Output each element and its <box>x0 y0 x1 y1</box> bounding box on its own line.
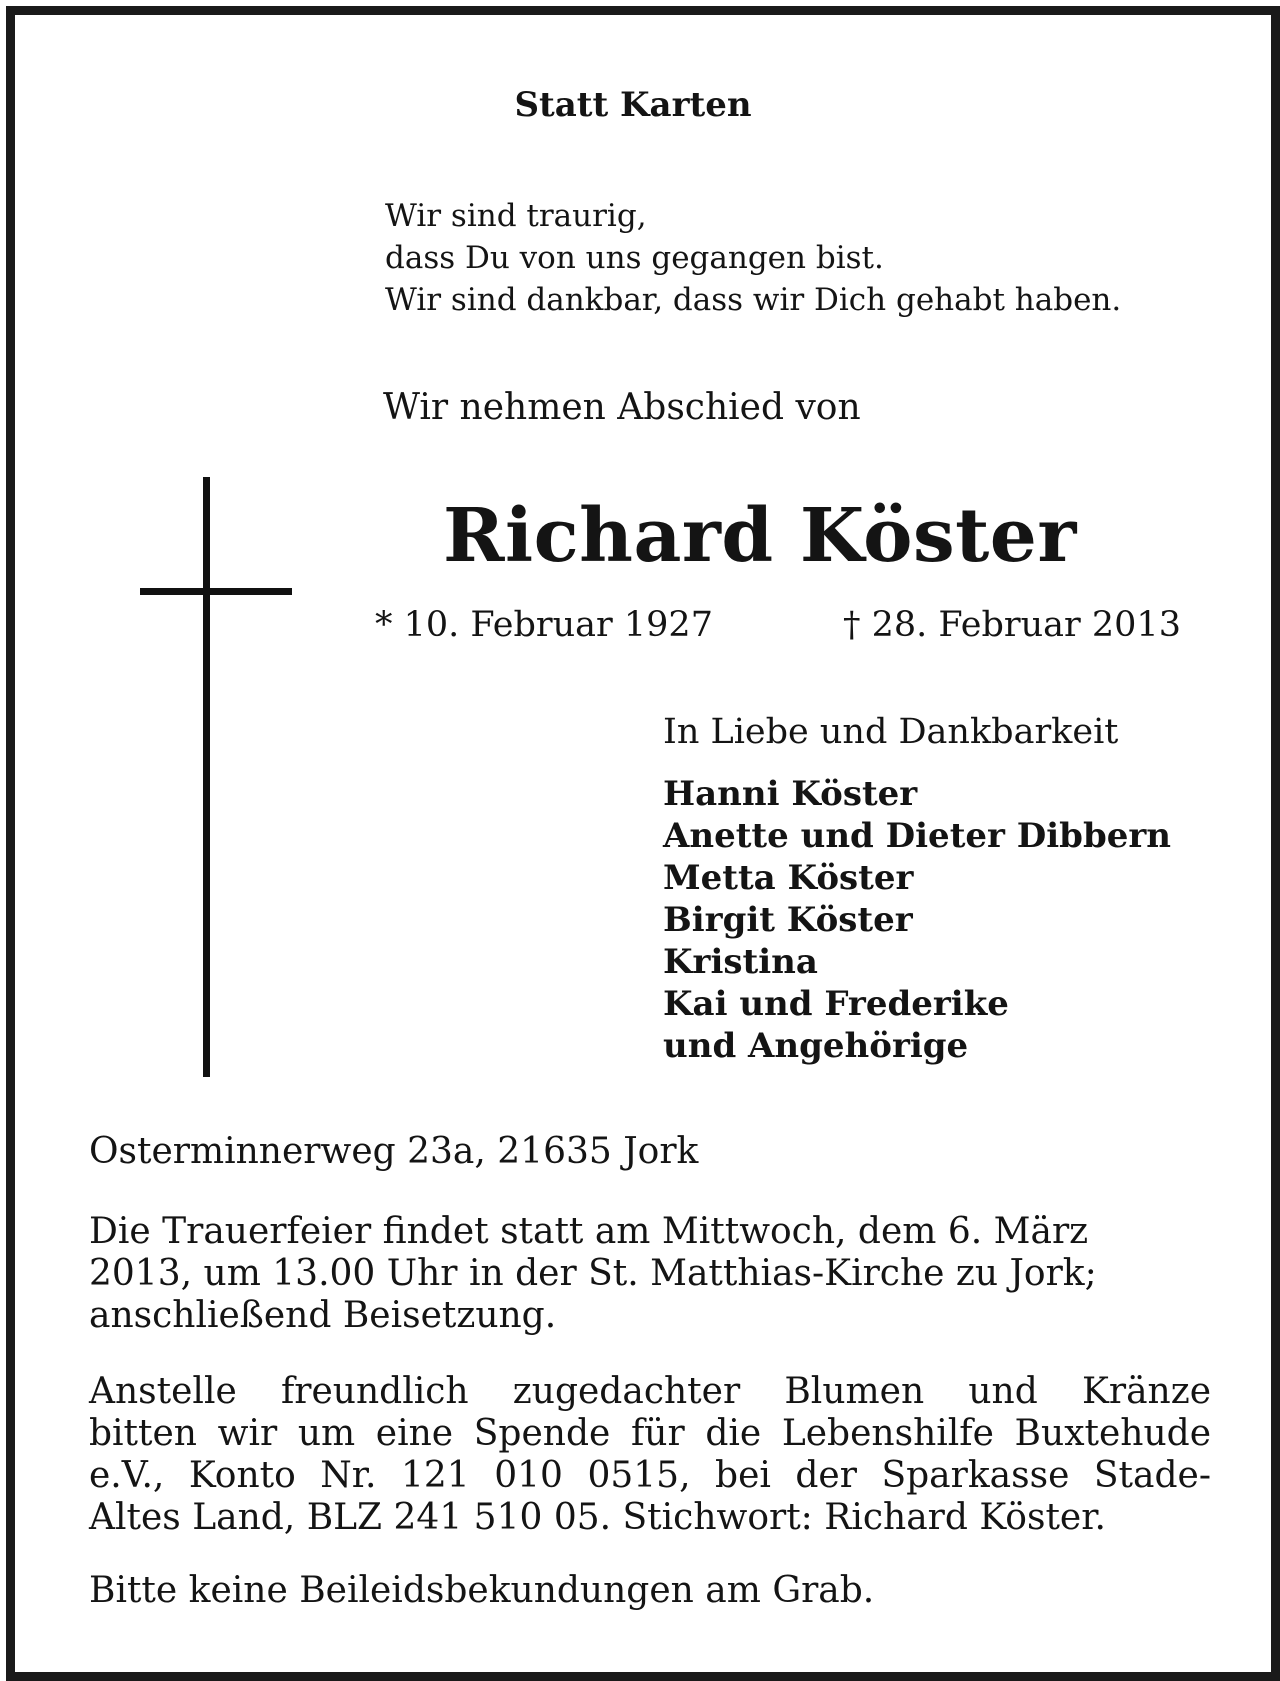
birth-date: * 10. Februar 1927 <box>375 605 713 645</box>
donation-line: e.V., Konto Nr. 121 010 0515, bei der Sparkasse Stade- <box>89 1455 1211 1496</box>
poem-line: Wir sind dankbar, dass wir Dich gehabt haben. <box>385 282 1122 318</box>
mourner-name: und Angehörige <box>663 1026 969 1066</box>
poem-line: Wir sind traurig, <box>385 198 647 234</box>
funeral-service-info <box>89 1211 1211 1337</box>
donation-line: Anstelle freundlich zugedachter Blumen und Kränze <box>89 1371 1211 1412</box>
obituary-notice <box>6 6 1280 1681</box>
mourner-name: Birgit Köster <box>663 900 913 940</box>
donation-line: bitten wir um eine Spende für die Lebenshilfe Buxtehude <box>89 1413 1211 1454</box>
mourner-name: Hanni Köster <box>663 774 918 814</box>
farewell-text: Wir nehmen Abschied von <box>383 387 861 428</box>
service-line: Die Trauerfeier findet statt am Mittwoch, dem 6. März <box>89 1211 1089 1252</box>
mourner-name: Kai und Frederike <box>663 984 1009 1024</box>
family-address: Osterminnerweg 23a, 21635 Jork <box>89 1131 699 1172</box>
service-line: 2013, um 13.00 Uhr in der St. Matthias-Kirche zu Jork; <box>89 1253 1097 1294</box>
poem-verse <box>385 195 1121 321</box>
death-date: † 28. Februar 2013 <box>843 605 1181 645</box>
service-line: anschließend Beisetzung. <box>89 1295 557 1336</box>
closing-note: Bitte keine Beileidsbekundungen am Grab. <box>89 1570 875 1611</box>
mourner-name: Anette und Dieter Dibbern <box>663 816 1171 856</box>
cross-vertical-bar <box>203 477 210 1077</box>
cross-horizontal-bar <box>140 588 292 595</box>
poem-line: dass Du von uns gegangen bist. <box>385 240 884 276</box>
donation-line: Altes Land, BLZ 241 510 05. Stichwort: Richard Köster. <box>89 1497 1106 1538</box>
mourner-name: Metta Köster <box>663 858 914 898</box>
donation-request <box>89 1371 1211 1539</box>
heading-text: Statt Karten <box>514 85 752 125</box>
mourner-name: Kristina <box>663 942 818 982</box>
mourners-list <box>663 773 1171 1067</box>
notice-heading <box>15 85 1280 125</box>
mourners-intro: In Liebe und Dankbarkeit <box>663 712 1119 752</box>
deceased-name: Richard Köster <box>443 493 1077 579</box>
